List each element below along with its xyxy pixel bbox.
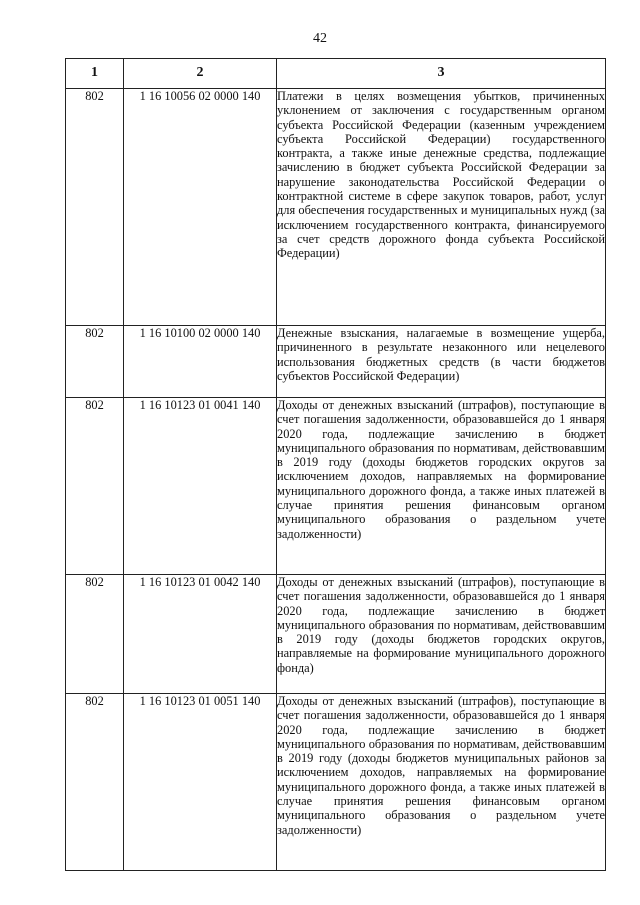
table-row [66, 326, 606, 398]
description-cell: Денежные взыскания, налагаемые в возмещение ущерба, причиненного в результате незаконного или нецелевого использования бюджетных средств (в части бюджетов субъектов Российской Федерации) [277, 326, 606, 398]
description-cell: Платежи в целях возмещения убытков, причиненных уклонением от заключения с государственным органом субъекта Российской Федерации (казенным учреждением субъекта Российской Федерации) государственного контракта, а также иные денежные средства, подлежащие зачислению в бюджет субъекта Российской Федерации за нарушение законодательства Российской Федерации о контрактной системе в сфере закупок товаров, работ, услуг для обеспечения государственных и муниципальных нужд (за исключением государственного контракта, финансируемого за счет средств дорожного фонда субъекта Российской Федерации) [277, 89, 606, 326]
table-row [66, 575, 606, 694]
budget-classification-table [65, 58, 606, 871]
table-row [66, 398, 606, 575]
admin-code-cell: 802 [66, 575, 124, 694]
admin-code-cell: 802 [66, 89, 124, 326]
column-header-3: 3 [277, 59, 606, 89]
admin-code-cell: 802 [66, 398, 124, 575]
admin-code-cell: 802 [66, 694, 124, 871]
page-number: 42 [313, 31, 327, 46]
column-header-1: 1 [66, 59, 124, 89]
kbk-code-cell: 1 16 10123 01 0042 140 [124, 575, 277, 694]
admin-code-cell: 802 [66, 326, 124, 398]
table-header-row [66, 59, 606, 89]
description-cell: Доходы от денежных взысканий (штрафов), поступающие в счет погашения задолженности, образовавшейся до 1 января 2020 года, подлежащие зачислению в бюджет муниципального образования по нормативам, действовавшим в 2019 году (доходы бюджетов городских округов за исключением доходов, направляемых на формирование муниципального дорожного фонда, а также иных платежей в случае принятия решения финансовым органом муниципального образования о раздельном учете задолженности) [277, 398, 606, 575]
kbk-code-cell: 1 16 10123 01 0051 140 [124, 694, 277, 871]
column-header-2: 2 [124, 59, 277, 89]
table-row [66, 694, 606, 871]
table-row [66, 89, 606, 326]
description-cell: Доходы от денежных взысканий (штрафов), поступающие в счет погашения задолженности, образовавшейся до 1 января 2020 года, подлежащие зачислению в бюджет муниципального образования по нормативам, действовавшим в 2019 году (доходы бюджетов городских округов, направляемые на формирование муниципального дорожного фонда) [277, 575, 606, 694]
description-cell: Доходы от денежных взысканий (штрафов), поступающие в счет погашения задолженности, образовавшейся до 1 января 2020 года, подлежащие зачислению в бюджет муниципального образования по нормативам, действовавшим в 2019 году (доходы бюджетов муниципальных районов за исключением доходов, направляемых на формирование муниципального дорожного фонда, а также иных платежей в случае принятия решения финансовым органом муниципального образования о раздельном учете задолженности) [277, 694, 606, 871]
kbk-code-cell: 1 16 10100 02 0000 140 [124, 326, 277, 398]
kbk-code-cell: 1 16 10123 01 0041 140 [124, 398, 277, 575]
kbk-code-cell: 1 16 10056 02 0000 140 [124, 89, 277, 326]
